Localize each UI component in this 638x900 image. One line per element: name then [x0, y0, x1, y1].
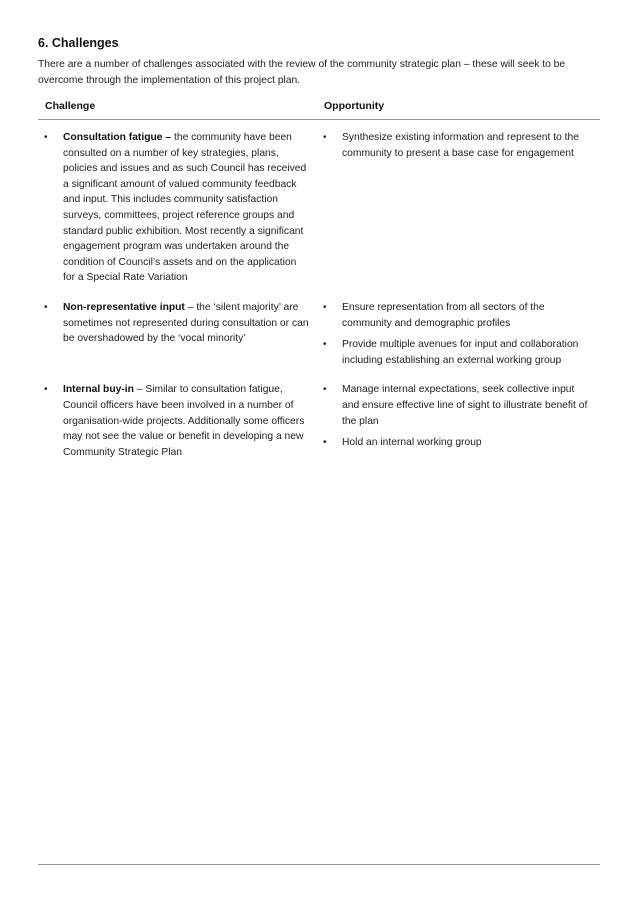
bullet-icon: •: [323, 301, 327, 313]
challenge-item: [38, 300, 317, 347]
table-row: [38, 300, 600, 382]
challenge-term: Consultation fatigue –: [63, 132, 172, 143]
bullet-icon: •: [44, 301, 48, 313]
header-challenge: Challenge: [38, 96, 317, 120]
challenge-term: Internal buy-in: [63, 384, 134, 396]
opportunity-cell: [317, 382, 600, 474]
header-opportunity: Opportunity: [317, 96, 600, 120]
table-row: [38, 120, 600, 300]
bullet-icon: •: [323, 132, 327, 143]
bullet-icon: •: [323, 437, 327, 449]
challenge-text: – Similar to consultation fatigue, Council officers have been involved in a number of organisation-wide projects. Additionally some officers may not see the value or benefit in developing a new Community Strategic Plan: [63, 384, 305, 458]
opportunity-text: Ensure representation from all sectors of the community and demographic profiles: [342, 301, 545, 329]
opportunity-item: [317, 337, 600, 368]
opportunity-text: Synthesize existing information and represent to the community to present a base case for engagement: [342, 132, 579, 159]
challenge-cell: [38, 120, 317, 300]
challenge-item: [38, 382, 317, 460]
bullet-icon: •: [44, 384, 48, 396]
bullet-icon: •: [323, 384, 327, 396]
opportunity-text: Manage internal expectations, seek collective input and ensure effective line of sight to illustrate benefit of the plan: [342, 384, 588, 427]
opportunity-cell: [317, 120, 600, 300]
opportunity-item: [317, 300, 600, 331]
table-row: [38, 382, 600, 474]
opportunity-cell: [317, 300, 600, 382]
opportunity-text: Hold an internal working group: [342, 437, 482, 449]
challenge-term: Non-representative input: [63, 301, 185, 313]
bullet-icon: •: [44, 132, 48, 143]
bullet-icon: •: [323, 339, 327, 351]
challenges-table: [38, 96, 600, 474]
challenge-text: the community have been consulted on a number of key strategies, plans, policies and issues and as such Council has received a significant amount of valued community feedback and input. This includes community satisfaction surveys, committees, project reference groups and standard public exhibition. Most recently a significant engagement program was undertaken around the condition of Council’s assets and on the application for a Special Rate Variation: [63, 132, 307, 284]
table-header-row: [38, 96, 600, 120]
footer-divider: [38, 864, 600, 865]
challenge-cell: [38, 382, 317, 474]
challenge-cell: [38, 300, 317, 382]
opportunity-item: [317, 435, 600, 451]
section-heading: 6. Challenges: [38, 36, 119, 50]
opportunity-item: [317, 382, 600, 429]
document-page: [38, 36, 600, 474]
section-intro: There are a number of challenges associated with the review of the community strategic plan – these will seek to be overcome through the implementation of this project plan.: [38, 59, 566, 86]
challenge-text: – the ‘silent majority’ are sometimes not represented during consultation or can be overshadowed by the ‘vocal minority’: [63, 301, 309, 345]
opportunity-text: Provide multiple avenues for input and collaboration including establishing an external working group: [342, 339, 579, 366]
opportunity-item: [317, 130, 600, 161]
challenge-item: [38, 130, 317, 286]
